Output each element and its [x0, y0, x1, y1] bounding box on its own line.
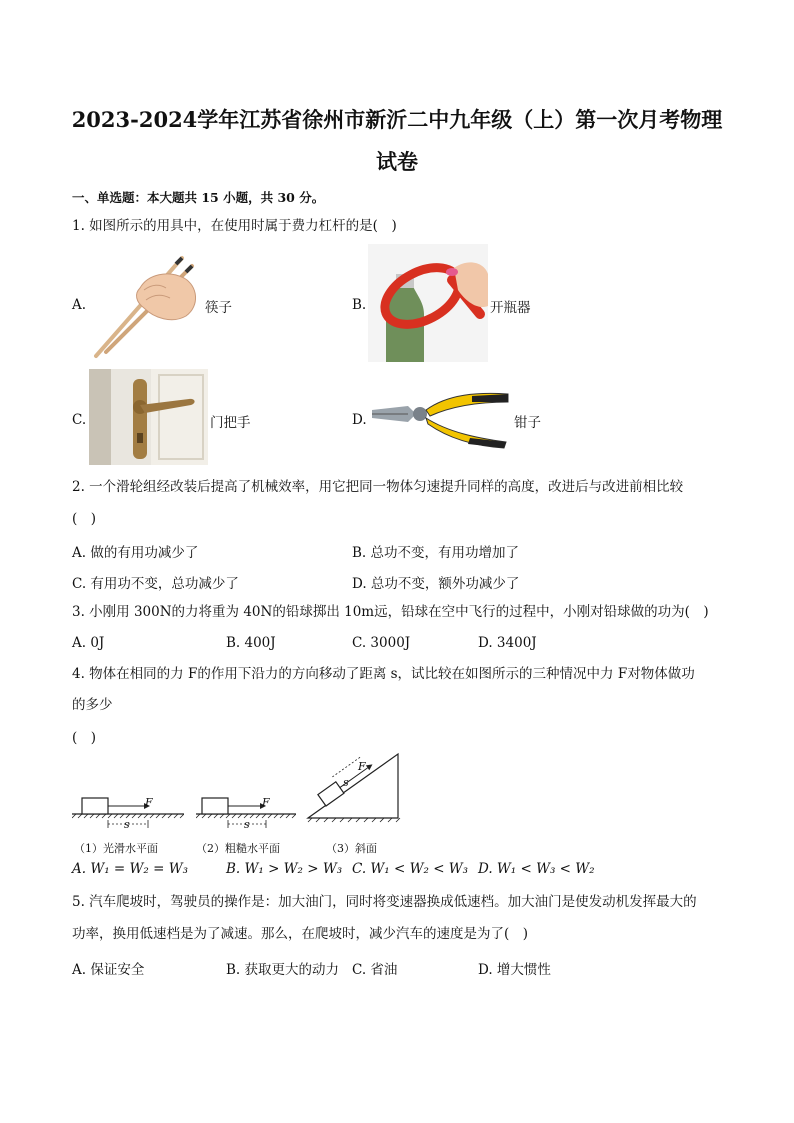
question-2-paren: ( ) [72, 511, 97, 527]
q2-option-b: B. 总功不变，有用功增加了 [352, 545, 520, 561]
fig3-distance-label: s [343, 776, 349, 789]
q1-option-a-letter: A. [72, 297, 87, 313]
q2-option-d: D. 总功不变，额外功减少了 [352, 576, 520, 592]
q1-option-b-letter: B. [352, 297, 367, 313]
fig2-force-label: F [262, 796, 270, 809]
incline-figure [306, 752, 402, 824]
question-4-paren: ( ) [72, 730, 97, 746]
document-title-line2: 试卷 [376, 149, 418, 174]
q1-option-d-label: 钳子 [514, 415, 541, 431]
pliers-image [368, 384, 512, 450]
q2-option-a: A. 做的有用功减少了 [72, 545, 199, 561]
fig1-distance-label: s [124, 818, 130, 831]
question-4-stem-line1: 4. 物体在相同的力 F的作用下沿力的方向移动了距离 s，试比较在如图所示的三种情况中力 F对物体做功 [72, 666, 695, 682]
q5-option-b: B. 获取更大的动力 [226, 962, 340, 978]
q5-option-a: A. 保证安全 [72, 962, 145, 978]
question-5-stem-line2: 功率，换用低速档是为了减速。那么，在爬坡时，减少汽车的速度是为了( ) [72, 926, 529, 942]
q3-option-c: C. 3000J [352, 635, 411, 651]
question-4-stem-line2: 的多少 [72, 697, 113, 713]
fig2-caption: （2）粗糙水平面 [196, 842, 280, 855]
fig3-caption: （3）斜面 [326, 842, 377, 855]
chopsticks-image [88, 244, 200, 360]
q3-option-a: A. 0J [72, 635, 105, 651]
q1-option-c-label: 门把手 [210, 415, 251, 431]
q2-option-c: C. 有用功不变，总功减少了 [72, 576, 239, 592]
q1-option-a-label: 筷子 [205, 300, 232, 316]
section-heading: 一、单选题：本大题共 15 小题，共 30 分。 [72, 190, 325, 205]
q3-option-b: B. 400J [226, 635, 276, 651]
fig1-force-label: F [145, 796, 153, 809]
door-handle-image [89, 369, 208, 465]
bottle-opener-image [368, 244, 488, 362]
q3-option-d: D. 3400J [478, 635, 537, 651]
q5-option-d: D. 增大惯性 [478, 962, 551, 978]
question-2-stem: 2. 一个滑轮组经改装后提高了机械效率，用它把同一物体匀速提升同样的高度，改进后与改进前相比较 [72, 479, 684, 495]
q4-option-c: C. W₁ < W₂ < W₃ [352, 861, 469, 877]
q4-option-a: A. W₁ = W₂ = W₃ [72, 861, 188, 877]
q1-option-c-letter: C. [72, 412, 87, 428]
question-3-stem: 3. 小刚用 300N的力将重为 40N的铅球掷出 10m远，铅球在空中飞行的过程中，小刚对铅球做的功为( ) [72, 604, 709, 620]
question-1-stem: 1. 如图所示的用具中，在使用时属于费力杠杆的是( ) [72, 218, 397, 234]
q5-option-c: C. 省油 [352, 962, 398, 978]
fig3-force-label: F [358, 760, 366, 773]
q1-option-b-label: 开瓶器 [490, 300, 531, 316]
fig2-distance-label: s [244, 818, 250, 831]
question-5-stem-line1: 5. 汽车爬坡时，驾驶员的操作是：加大油门，同时将变速器换成低速档。加大油门是使发动机发挥最大的 [72, 894, 697, 910]
document-title-line1: 2023-2024学年江苏省徐州市新沂二中九年级（上）第一次月考物理 [71, 107, 723, 132]
q1-option-d-letter: D. [352, 412, 367, 428]
q4-option-b: B. W₁ > W₂ > W₃ [226, 861, 343, 877]
q4-option-d: D. W₁ < W₃ < W₂ [478, 861, 595, 877]
fig1-caption: （1）光滑水平面 [74, 842, 158, 855]
